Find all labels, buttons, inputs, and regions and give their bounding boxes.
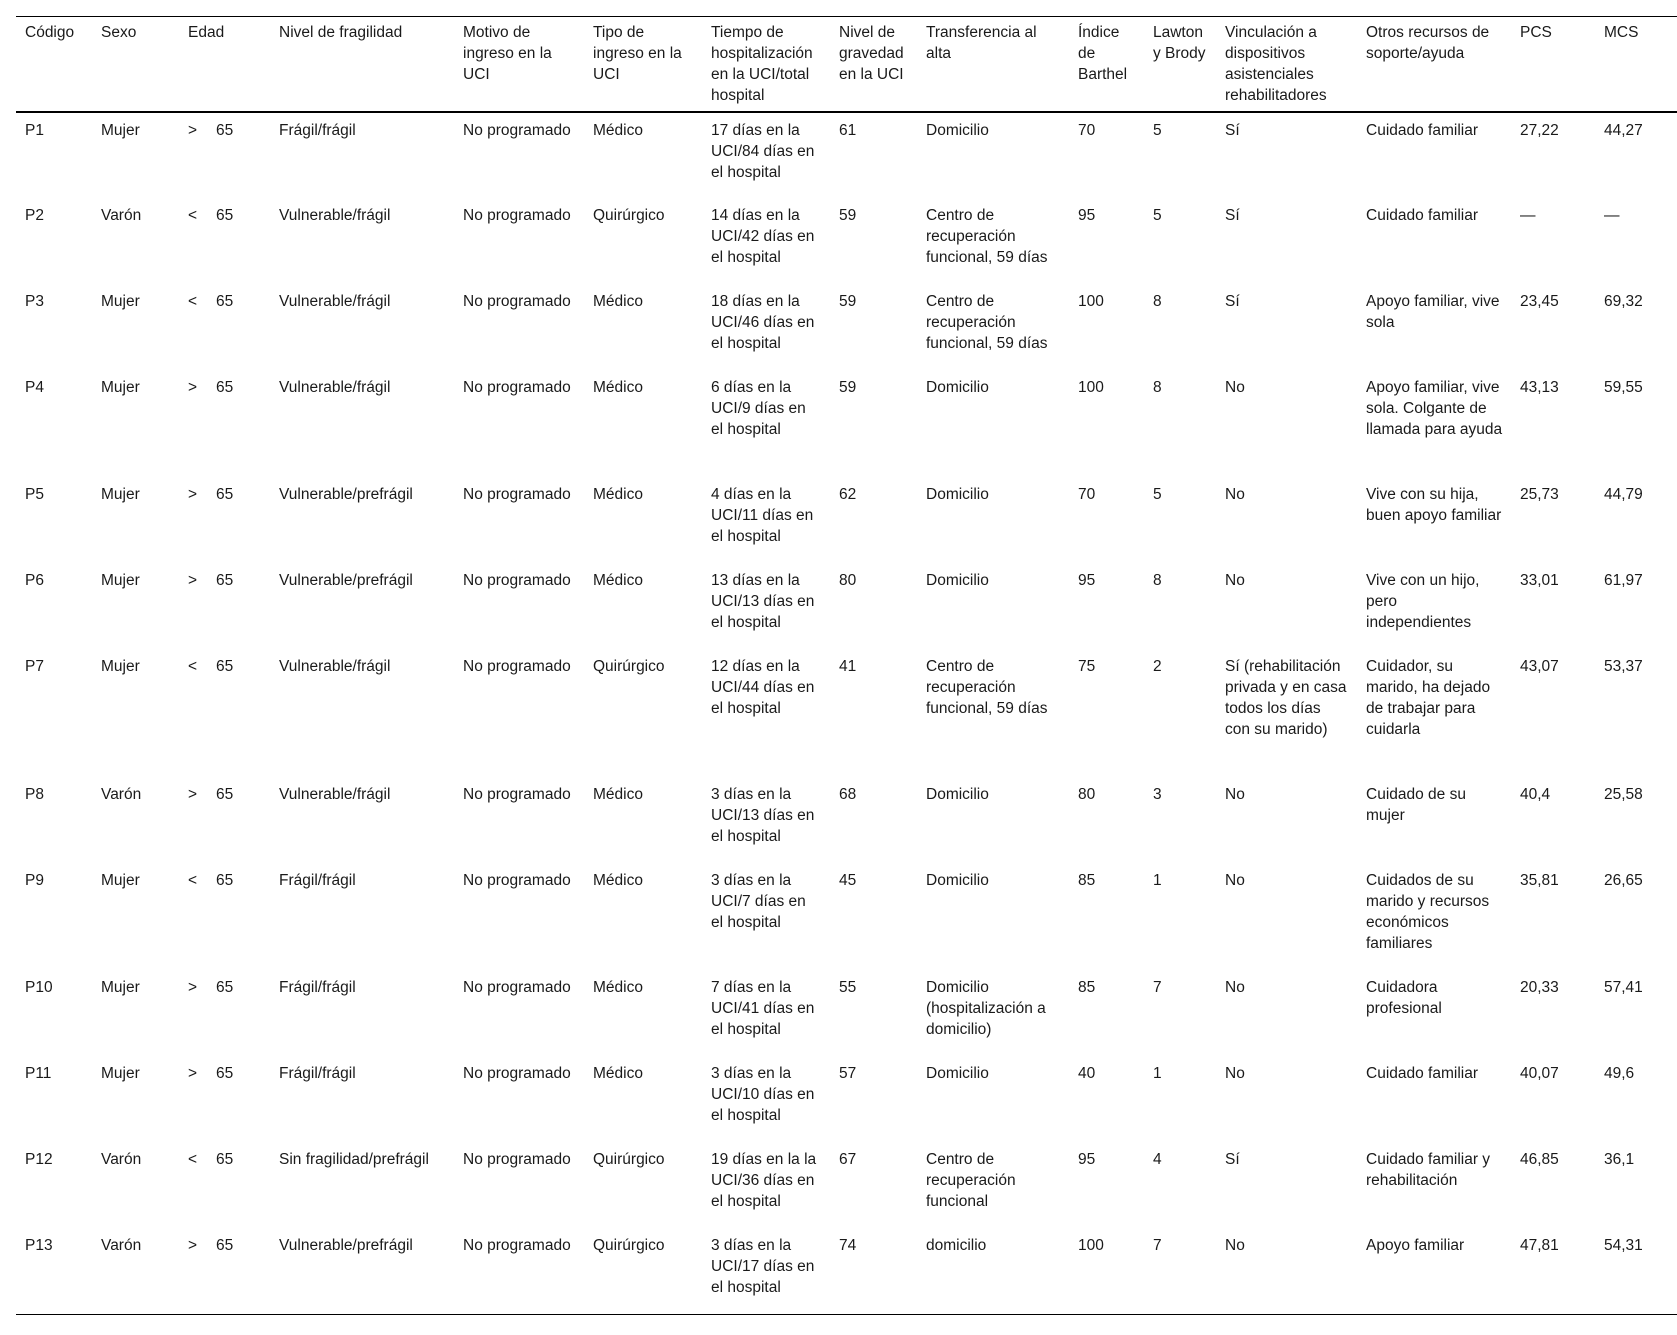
table-row <box>16 112 1677 198</box>
cell-mcs: 59,55 <box>1604 379 1643 396</box>
age-sign: > <box>188 786 198 803</box>
cell-barthel: 95 <box>1078 1151 1096 1168</box>
cell-lawton: 2 <box>1153 658 1162 675</box>
cell-fragilidad: Frágil/frágil <box>279 122 356 139</box>
cell-motivo: No programado <box>463 293 571 310</box>
age-sign: < <box>188 207 198 224</box>
cell-vinculacion: No <box>1225 979 1245 996</box>
table-row <box>16 863 1677 970</box>
cell-fragilidad: Vulnerable/frágil <box>279 379 391 396</box>
column-header: Vinculación a dispositivos asistenciales rehabilitadores <box>1225 24 1327 104</box>
cell-edad <box>179 1142 270 1228</box>
cell-sexo: Varón <box>101 1237 142 1254</box>
age-sign: < <box>188 1151 198 1168</box>
cell-tiempo: 3 días en la UCI/7 días en el hospital <box>711 872 806 931</box>
cell-edad <box>179 198 270 284</box>
cell-tiempo: 18 días en la UCI/46 días en el hospital <box>711 293 815 352</box>
cell-lawton: 3 <box>1153 786 1162 803</box>
cell-tipo: Quirúrgico <box>593 658 665 675</box>
column-header: Nivel de gravedad en la UCI <box>839 24 904 83</box>
table-row <box>16 370 1677 477</box>
cell-codigo: P11 <box>25 1065 52 1082</box>
cell-otros: Vive con su hija, buen apoyo familiar <box>1366 486 1502 524</box>
cell-edad <box>179 970 270 1056</box>
cell-motivo: No programado <box>463 207 571 224</box>
cell-tipo: Médico <box>593 572 643 589</box>
age-sign: < <box>188 293 198 310</box>
cell-tiempo: 3 días en la UCI/17 días en el hospital <box>711 1237 815 1296</box>
cell-motivo: No programado <box>463 1237 571 1254</box>
cell-transferencia: Domicilio <box>926 486 989 503</box>
cell-mcs: 44,79 <box>1604 486 1643 503</box>
table-body <box>16 112 1677 1314</box>
cell-codigo: P12 <box>25 1151 53 1168</box>
age-value: 65 <box>216 1065 234 1082</box>
cell-mcs: 26,65 <box>1604 872 1643 889</box>
cell-gravedad: 74 <box>839 1237 857 1254</box>
cell-vinculacion: No <box>1225 786 1245 803</box>
cell-tipo: Médico <box>593 1065 643 1082</box>
cell-motivo: No programado <box>463 658 571 675</box>
age-value: 65 <box>216 1237 234 1254</box>
cell-tiempo: 4 días en la UCI/11 días en el hospital <box>711 486 814 545</box>
cell-pcs: 23,45 <box>1520 293 1559 310</box>
cell-barthel: 85 <box>1078 979 1096 996</box>
cell-otros: Cuidado familiar <box>1366 1065 1478 1082</box>
cell-gravedad: 45 <box>839 872 857 889</box>
column-header: MCS <box>1604 24 1639 41</box>
cell-mcs: 57,41 <box>1604 979 1643 996</box>
age-value: 65 <box>216 658 234 675</box>
cell-fragilidad: Vulnerable/prefrágil <box>279 1237 413 1254</box>
age-value: 65 <box>216 486 234 503</box>
cell-gravedad: 61 <box>839 122 857 139</box>
patient-table-container <box>16 16 1677 1315</box>
cell-codigo: P5 <box>25 486 44 503</box>
cell-otros: Cuidado de su mujer <box>1366 786 1466 824</box>
cell-transferencia: Centro de recuperación funcional, 59 días <box>926 207 1048 266</box>
cell-tipo: Quirúrgico <box>593 207 665 224</box>
cell-sexo: Mujer <box>101 293 140 310</box>
cell-gravedad: 67 <box>839 1151 857 1168</box>
cell-edad <box>179 1228 270 1314</box>
cell-sexo: Mujer <box>101 122 140 139</box>
cell-otros: Cuidadora profesional <box>1366 979 1442 1017</box>
cell-edad <box>179 1056 270 1142</box>
cell-sexo: Varón <box>101 786 142 803</box>
cell-mcs: — <box>1604 207 1620 224</box>
cell-fragilidad: Sin fragilidad/prefrágil <box>279 1151 429 1168</box>
cell-pcs: 43,13 <box>1520 379 1559 396</box>
cell-edad <box>179 477 270 563</box>
cell-barthel: 95 <box>1078 572 1096 589</box>
cell-mcs: 49,6 <box>1604 1065 1635 1082</box>
cell-lawton: 4 <box>1153 1151 1162 1168</box>
cell-gravedad: 80 <box>839 572 857 589</box>
cell-transferencia: Centro de recuperación funcional <box>926 1151 1016 1210</box>
cell-fragilidad: Vulnerable/frágil <box>279 207 391 224</box>
cell-vinculacion: Sí <box>1225 207 1240 224</box>
cell-tipo: Médico <box>593 786 643 803</box>
table-row <box>16 970 1677 1056</box>
age-sign: < <box>188 872 198 889</box>
cell-barthel: 100 <box>1078 379 1104 396</box>
table-row <box>16 1056 1677 1142</box>
cell-fragilidad: Vulnerable/prefrágil <box>279 486 413 503</box>
column-header: Edad <box>188 24 225 41</box>
cell-gravedad: 59 <box>839 379 857 396</box>
cell-barthel: 85 <box>1078 872 1096 889</box>
cell-gravedad: 57 <box>839 1065 857 1082</box>
cell-tiempo: 17 días en la UCI/84 días en el hospital <box>711 122 815 181</box>
cell-lawton: 7 <box>1153 1237 1162 1254</box>
cell-pcs: — <box>1520 207 1536 224</box>
cell-mcs: 53,37 <box>1604 658 1643 675</box>
cell-codigo: P13 <box>25 1237 53 1254</box>
cell-edad <box>179 112 270 198</box>
cell-codigo: P6 <box>25 572 44 589</box>
cell-tipo: Médico <box>593 872 643 889</box>
table-row <box>16 777 1677 863</box>
cell-barthel: 100 <box>1078 293 1104 310</box>
column-header: Índice de Barthel <box>1078 24 1128 83</box>
header-row <box>16 17 1677 113</box>
column-header: Lawton y Brody <box>1153 24 1206 62</box>
age-sign: < <box>188 658 198 675</box>
cell-pcs: 20,33 <box>1520 979 1559 996</box>
cell-tiempo: 13 días en la UCI/13 días en el hospital <box>711 572 815 631</box>
cell-vinculacion: No <box>1225 486 1245 503</box>
cell-vinculacion: No <box>1225 1237 1245 1254</box>
cell-sexo: Mujer <box>101 1065 140 1082</box>
column-header: Otros recursos de soporte/ayuda <box>1366 24 1490 62</box>
cell-pcs: 27,22 <box>1520 122 1559 139</box>
cell-vinculacion: Sí <box>1225 293 1240 310</box>
cell-edad <box>179 370 270 477</box>
cell-motivo: No programado <box>463 1151 571 1168</box>
table-row <box>16 649 1677 777</box>
cell-gravedad: 62 <box>839 486 857 503</box>
cell-pcs: 25,73 <box>1520 486 1559 503</box>
age-value: 65 <box>216 979 234 996</box>
cell-fragilidad: Frágil/frágil <box>279 872 356 889</box>
cell-otros: Apoyo familiar <box>1366 1237 1465 1254</box>
cell-gravedad: 55 <box>839 979 857 996</box>
cell-tipo: Médico <box>593 293 643 310</box>
age-value: 65 <box>216 293 234 310</box>
cell-motivo: No programado <box>463 122 571 139</box>
cell-motivo: No programado <box>463 379 571 396</box>
cell-tiempo: 6 días en la UCI/9 días en el hospital <box>711 379 806 438</box>
cell-tipo: Quirúrgico <box>593 1237 665 1254</box>
cell-lawton: 5 <box>1153 207 1162 224</box>
cell-transferencia: Domicilio (hospitalización a domicilio) <box>926 979 1046 1038</box>
cell-transferencia: Domicilio <box>926 786 989 803</box>
cell-edad <box>179 563 270 649</box>
cell-barthel: 40 <box>1078 1065 1096 1082</box>
cell-codigo: P9 <box>25 872 44 889</box>
cell-barthel: 95 <box>1078 207 1096 224</box>
cell-transferencia: Domicilio <box>926 122 989 139</box>
cell-motivo: No programado <box>463 872 571 889</box>
cell-codigo: P8 <box>25 786 44 803</box>
cell-barthel: 100 <box>1078 1237 1104 1254</box>
cell-sexo: Varón <box>101 1151 142 1168</box>
age-sign: > <box>188 1237 198 1254</box>
cell-pcs: 40,4 <box>1520 786 1551 803</box>
cell-fragilidad: Vulnerable/frágil <box>279 786 391 803</box>
cell-motivo: No programado <box>463 486 571 503</box>
cell-vinculacion: No <box>1225 1065 1245 1082</box>
cell-codigo: P2 <box>25 207 44 224</box>
cell-tipo: Quirúrgico <box>593 1151 665 1168</box>
cell-tipo: Médico <box>593 979 643 996</box>
cell-vinculacion: Sí (rehabilitación privada y en casa todos los días con su marido) <box>1225 658 1347 738</box>
cell-transferencia: Domicilio <box>926 1065 989 1082</box>
cell-motivo: No programado <box>463 1065 571 1082</box>
cell-lawton: 5 <box>1153 122 1162 139</box>
cell-otros: Cuidado familiar <box>1366 122 1478 139</box>
cell-sexo: Mujer <box>101 486 140 503</box>
cell-fragilidad: Vulnerable/prefrágil <box>279 572 413 589</box>
cell-motivo: No programado <box>463 979 571 996</box>
cell-edad <box>179 863 270 970</box>
cell-tiempo: 12 días en la UCI/44 días en el hospital <box>711 658 815 717</box>
age-value: 65 <box>216 786 234 803</box>
cell-sexo: Mujer <box>101 658 140 675</box>
column-header: Sexo <box>101 24 137 41</box>
age-sign: > <box>188 486 198 503</box>
cell-otros: Apoyo familiar, vive sola <box>1366 293 1500 331</box>
cell-lawton: 8 <box>1153 379 1162 396</box>
cell-barthel: 70 <box>1078 122 1096 139</box>
cell-otros: Cuidado familiar <box>1366 207 1478 224</box>
cell-otros: Vive con un hijo, pero independientes <box>1366 572 1480 631</box>
cell-barthel: 75 <box>1078 658 1096 675</box>
column-header: Transferencia al alta <box>926 24 1037 62</box>
cell-tiempo: 7 días en la UCI/41 días en el hospital <box>711 979 815 1038</box>
age-value: 65 <box>216 122 234 139</box>
cell-otros: Apoyo familiar, vive sola. Colgante de llamada para ayuda <box>1366 379 1503 438</box>
cell-motivo: No programado <box>463 786 571 803</box>
age-value: 65 <box>216 1151 234 1168</box>
cell-transferencia: Domicilio <box>926 379 989 396</box>
cell-sexo: Mujer <box>101 979 140 996</box>
age-sign: > <box>188 1065 198 1082</box>
cell-pcs: 46,85 <box>1520 1151 1559 1168</box>
cell-otros: Cuidados de su marido y recursos económicos familiares <box>1366 872 1490 952</box>
cell-vinculacion: No <box>1225 379 1245 396</box>
cell-transferencia: Centro de recuperación funcional, 59 días <box>926 658 1048 717</box>
cell-codigo: P7 <box>25 658 44 675</box>
cell-pcs: 33,01 <box>1520 572 1559 589</box>
age-value: 65 <box>216 379 234 396</box>
table-row <box>16 563 1677 649</box>
column-header: Tipo de ingreso en la UCI <box>593 24 682 83</box>
cell-codigo: P1 <box>25 122 44 139</box>
cell-transferencia: domicilio <box>926 1237 987 1254</box>
column-header: Motivo de ingreso en la UCI <box>463 24 552 83</box>
cell-edad <box>179 284 270 370</box>
cell-pcs: 43,07 <box>1520 658 1559 675</box>
table-header <box>16 17 1677 113</box>
table-row <box>16 1142 1677 1228</box>
cell-lawton: 1 <box>1153 872 1162 889</box>
cell-mcs: 54,31 <box>1604 1237 1643 1254</box>
age-value: 65 <box>216 872 234 889</box>
column-header: PCS <box>1520 24 1552 41</box>
cell-fragilidad: Frágil/frágil <box>279 979 356 996</box>
cell-tipo: Médico <box>593 486 643 503</box>
cell-lawton: 1 <box>1153 1065 1162 1082</box>
cell-edad <box>179 777 270 863</box>
column-header: Nivel de fragilidad <box>279 24 403 41</box>
cell-tiempo: 3 días en la UCI/13 días en el hospital <box>711 786 815 845</box>
table-row <box>16 1228 1677 1314</box>
column-header: Código <box>25 24 75 41</box>
cell-fragilidad: Frágil/frágil <box>279 1065 356 1082</box>
cell-lawton: 5 <box>1153 486 1162 503</box>
cell-vinculacion: No <box>1225 872 1245 889</box>
cell-otros: Cuidador, su marido, ha dejado de trabajar para cuidarla <box>1366 658 1491 738</box>
column-header: Tiempo de hospitalización en la UCI/total hospital <box>711 24 813 104</box>
cell-mcs: 61,97 <box>1604 572 1643 589</box>
cell-gravedad: 59 <box>839 293 857 310</box>
cell-pcs: 35,81 <box>1520 872 1559 889</box>
cell-mcs: 44,27 <box>1604 122 1643 139</box>
cell-mcs: 69,32 <box>1604 293 1643 310</box>
age-sign: > <box>188 379 198 396</box>
cell-transferencia: Centro de recuperación funcional, 59 días <box>926 293 1048 352</box>
age-value: 65 <box>216 572 234 589</box>
cell-fragilidad: Vulnerable/frágil <box>279 293 391 310</box>
cell-sexo: Mujer <box>101 379 140 396</box>
cell-edad <box>179 649 270 777</box>
cell-vinculacion: Sí <box>1225 1151 1240 1168</box>
table-row <box>16 284 1677 370</box>
patient-characteristics-table <box>16 16 1677 1315</box>
cell-mcs: 25,58 <box>1604 786 1643 803</box>
cell-sexo: Mujer <box>101 572 140 589</box>
cell-pcs: 47,81 <box>1520 1237 1559 1254</box>
cell-fragilidad: Vulnerable/frágil <box>279 658 391 675</box>
age-sign: > <box>188 122 198 139</box>
cell-tiempo: 3 días en la UCI/10 días en el hospital <box>711 1065 815 1124</box>
cell-motivo: No programado <box>463 572 571 589</box>
cell-gravedad: 59 <box>839 207 857 224</box>
cell-gravedad: 68 <box>839 786 857 803</box>
cell-tipo: Médico <box>593 379 643 396</box>
cell-otros: Cuidado familiar y rehabilitación <box>1366 1151 1491 1189</box>
cell-tiempo: 14 días en la UCI/42 días en el hospital <box>711 207 815 266</box>
cell-lawton: 7 <box>1153 979 1162 996</box>
cell-transferencia: Domicilio <box>926 872 989 889</box>
cell-codigo: P10 <box>25 979 53 996</box>
cell-mcs: 36,1 <box>1604 1151 1635 1168</box>
table-row <box>16 198 1677 284</box>
cell-transferencia: Domicilio <box>926 572 989 589</box>
cell-codigo: P4 <box>25 379 44 396</box>
cell-tiempo: 19 días en la la UCI/36 días en el hospital <box>711 1151 817 1210</box>
cell-vinculacion: No <box>1225 572 1245 589</box>
cell-lawton: 8 <box>1153 572 1162 589</box>
cell-tipo: Médico <box>593 122 643 139</box>
age-sign: > <box>188 572 198 589</box>
age-sign: > <box>188 979 198 996</box>
table-row <box>16 477 1677 563</box>
cell-lawton: 8 <box>1153 293 1162 310</box>
age-value: 65 <box>216 207 234 224</box>
cell-barthel: 70 <box>1078 486 1096 503</box>
cell-vinculacion: Sí <box>1225 122 1240 139</box>
cell-sexo: Mujer <box>101 872 140 889</box>
cell-sexo: Varón <box>101 207 142 224</box>
cell-barthel: 80 <box>1078 786 1096 803</box>
cell-pcs: 40,07 <box>1520 1065 1559 1082</box>
cell-codigo: P3 <box>25 293 44 310</box>
cell-gravedad: 41 <box>839 658 857 675</box>
